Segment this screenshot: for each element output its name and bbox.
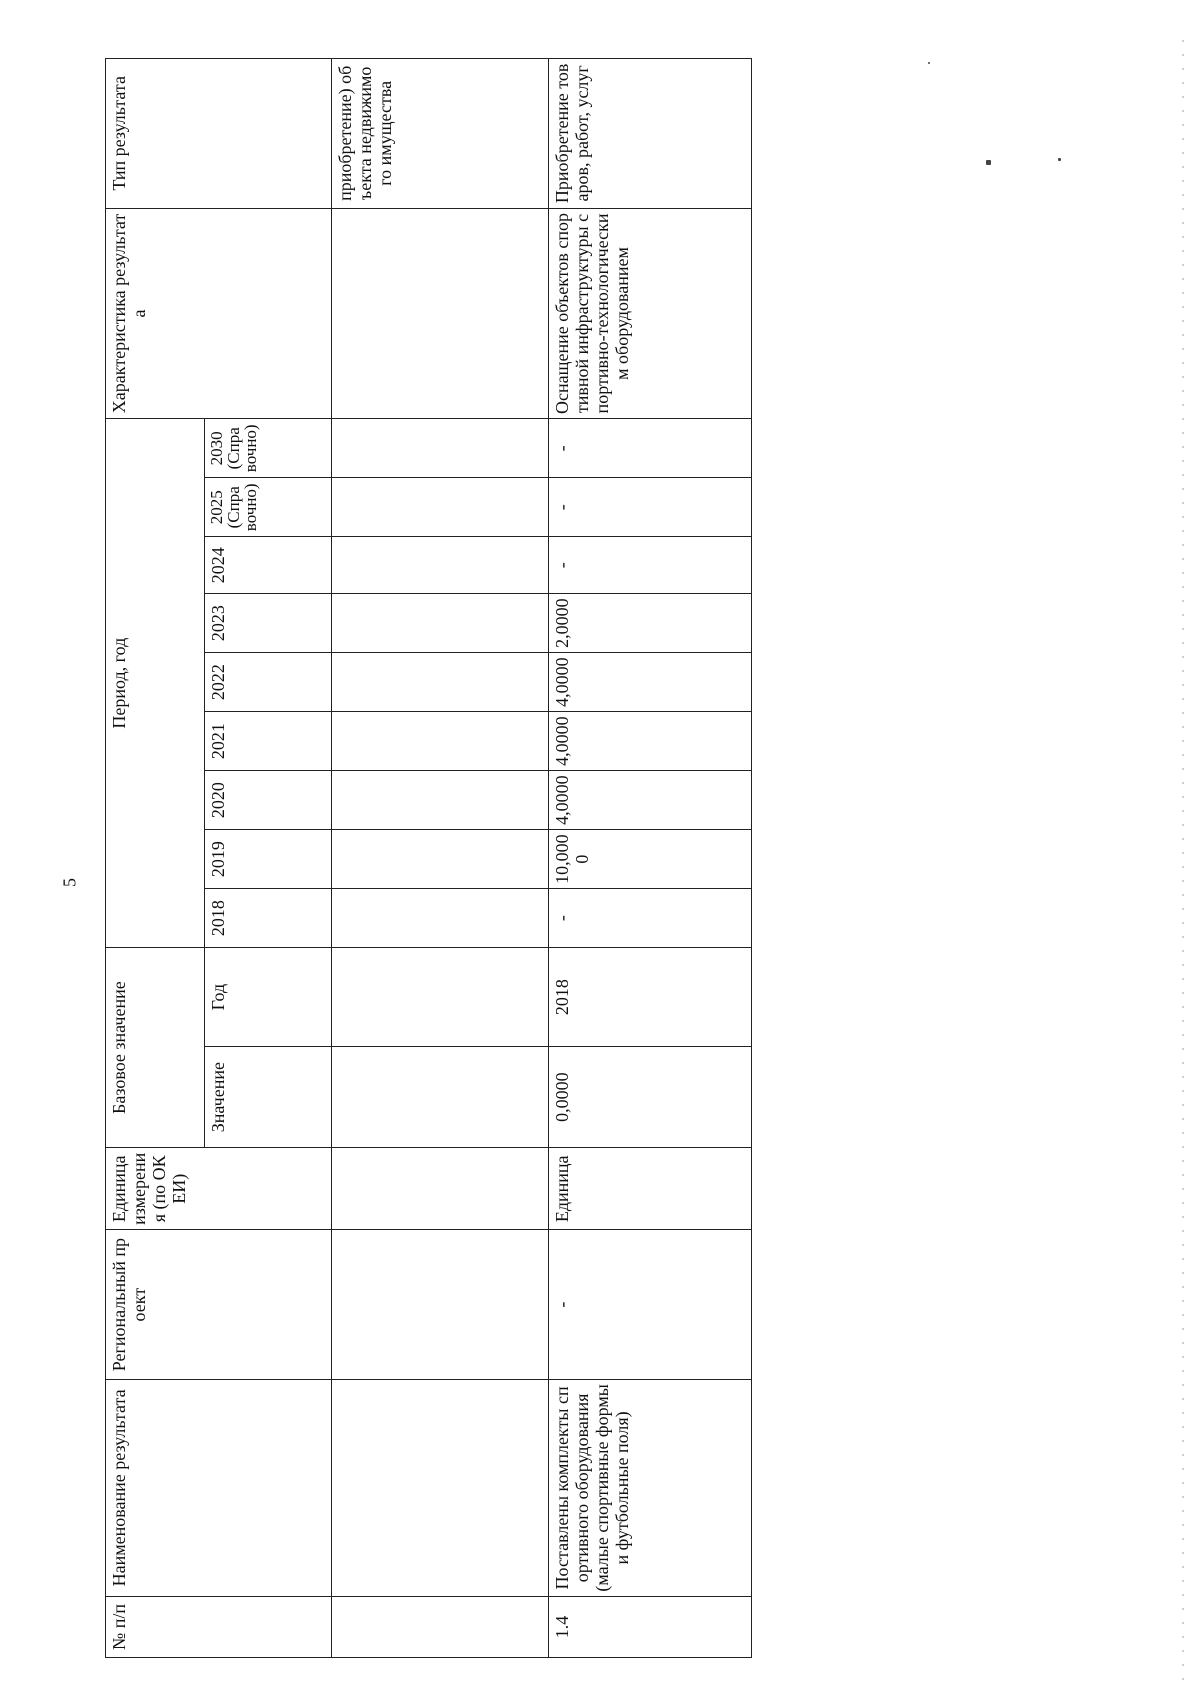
cell-year-value xyxy=(332,830,549,889)
scan-edge-noise xyxy=(1182,40,1184,1680)
cell-year-value xyxy=(332,419,549,478)
cell-base-year xyxy=(332,948,549,1047)
cell-year-value xyxy=(332,537,549,594)
header-year: 2024 xyxy=(205,537,332,594)
cell-base-year: 2018 xyxy=(549,948,752,1047)
cell-year-value: 4,0000 xyxy=(549,653,752,712)
header-year: 2018 xyxy=(205,889,332,948)
header-project: Региональный проект xyxy=(106,1230,332,1380)
rotated-page-content xyxy=(105,58,745,1658)
header-year: 2023 xyxy=(205,594,332,653)
cell-year-value xyxy=(332,712,549,771)
results-table xyxy=(105,58,752,1658)
cell-year-value: 2,0000 xyxy=(549,594,752,653)
header-year: 2021 xyxy=(205,712,332,771)
table-row xyxy=(549,59,752,1658)
scan-speck xyxy=(928,62,930,64)
page-number: 5 xyxy=(59,878,80,887)
cell-year-value xyxy=(332,594,549,653)
header-characteristic: Характеристика результата xyxy=(106,208,332,419)
cell-year-value: - xyxy=(549,537,752,594)
header-year: 2022 xyxy=(205,653,332,712)
header-base: Базовое значение xyxy=(106,948,205,1148)
cell-unit: Единица xyxy=(549,1148,752,1230)
cell-year-value: 4,0000 xyxy=(549,712,752,771)
cell-year-value: 4,0000 xyxy=(549,771,752,830)
cell-year-value: - xyxy=(549,478,752,537)
scan-speck xyxy=(1058,158,1061,161)
header-year: 2020 xyxy=(205,771,332,830)
header-year: 2019 xyxy=(205,830,332,889)
header-year: 2025 (Справочно) xyxy=(205,478,332,537)
cell-name xyxy=(332,1379,549,1596)
cell-name: Поставлены комплекты спортивного оборудования (малые спортивные формы и футбольные поля) xyxy=(549,1379,752,1596)
header-base-value: Значение xyxy=(205,1047,332,1148)
scan-speck xyxy=(986,160,991,165)
cell-year-value xyxy=(332,653,549,712)
cell-year-value: - xyxy=(549,889,752,948)
table-header-row-1 xyxy=(106,59,205,1658)
cell-type: приобретение) объекта недвижимого имущества xyxy=(332,59,549,209)
cell-characteristic xyxy=(332,208,549,419)
cell-year-value xyxy=(332,771,549,830)
cell-year-value: 10,0000 xyxy=(549,830,752,889)
cell-base-value: 0,0000 xyxy=(549,1047,752,1148)
cell-characteristic: Оснащение объектов спортивной инфраструктуры спортивно-технологическим оборудованием xyxy=(549,208,752,419)
cell-year-value xyxy=(332,889,549,948)
cell-year-value: - xyxy=(549,419,752,478)
header-period: Период, год xyxy=(106,419,205,948)
cell-unit xyxy=(332,1148,549,1230)
header-unit: Единица измерения (по ОКЕИ) xyxy=(106,1148,332,1230)
header-base-year: Год xyxy=(205,948,332,1047)
cell-project xyxy=(332,1230,549,1380)
cell-year-value xyxy=(332,478,549,537)
header-num: № п/п xyxy=(106,1596,332,1657)
cell-type: Приобретение товаров, работ, услуг xyxy=(549,59,752,209)
header-name: Наименование результата xyxy=(106,1379,332,1596)
table-row xyxy=(332,59,549,1658)
cell-base-value xyxy=(332,1047,549,1148)
cell-num: 1.4 xyxy=(549,1596,752,1657)
cell-num xyxy=(332,1596,549,1657)
header-type: Тип результата xyxy=(106,59,332,209)
cell-project: - xyxy=(549,1230,752,1380)
header-year: 2030 (Справочно) xyxy=(205,419,332,478)
